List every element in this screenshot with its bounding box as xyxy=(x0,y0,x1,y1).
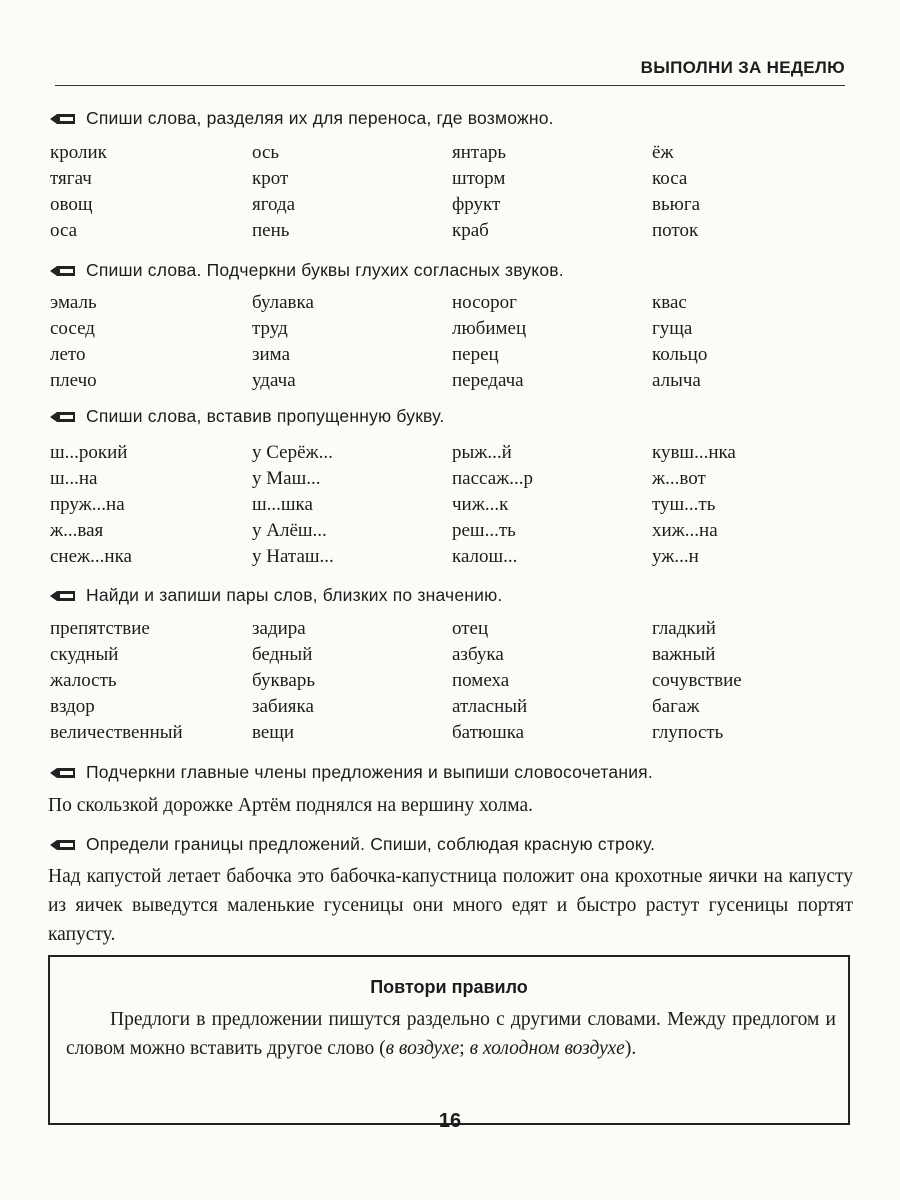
word: ягода xyxy=(252,194,296,215)
word: перец xyxy=(452,344,499,365)
word: ёж xyxy=(652,142,674,163)
task-4-instruction xyxy=(48,585,848,606)
word: атласный xyxy=(452,696,528,717)
task-1-instruction xyxy=(48,108,848,129)
word: лето xyxy=(50,344,86,365)
word: ш...на xyxy=(50,468,98,489)
rule-main-text: Предлоги в предложении пишутся раздельно с другими словами. Между предлогом и словом можно вставить другое слово ( xyxy=(66,1009,836,1059)
word: помеха xyxy=(452,670,510,691)
rule-separator: ; xyxy=(459,1038,470,1059)
word: задира xyxy=(252,618,306,639)
word: пень xyxy=(252,220,290,241)
task-5-sentence: По скользкой дорожке Артём поднялся на вершину холма. xyxy=(48,795,533,816)
word: калош... xyxy=(452,546,518,567)
word: алыча xyxy=(652,370,701,391)
pencil-icon xyxy=(48,838,78,852)
word: сосед xyxy=(50,318,95,339)
task-2-instruction xyxy=(48,260,848,281)
word: поток xyxy=(652,220,699,241)
word: туш...ть xyxy=(652,494,716,515)
task-4-word-grid xyxy=(50,616,850,746)
word: вьюга xyxy=(652,194,701,215)
task-6-text-block: Над капустой летает бабочка это бабочка-капустница положит она крохотные яички на капусту из яичек выведутся маленькие гусеницы они много едят и быстро растут гусеницы портят капусту. xyxy=(48,866,853,945)
page-number: 16 xyxy=(438,1110,462,1132)
word: удача xyxy=(252,370,296,391)
word: глупость xyxy=(652,722,724,743)
pencil-icon xyxy=(48,264,78,278)
task-1-word-grid xyxy=(50,140,850,244)
task-6-text: Определи границы предложений. Спиши, соблюдая красную строку. xyxy=(86,834,656,854)
word: эмаль xyxy=(50,292,97,313)
word: забияка xyxy=(252,696,314,717)
word: труд xyxy=(252,318,288,339)
rule-title: Повтори правило xyxy=(370,977,528,997)
word: зима xyxy=(252,344,290,365)
word: препятствие xyxy=(50,618,150,639)
word: кувш...нка xyxy=(652,442,736,463)
word: у Серёж... xyxy=(252,442,333,463)
word: овощ xyxy=(50,194,93,215)
word: пруж...на xyxy=(50,494,125,515)
word: скудный xyxy=(50,644,119,665)
word: краб xyxy=(452,220,489,241)
word: гуща xyxy=(652,318,693,339)
pencil-icon xyxy=(48,766,78,780)
pencil-icon xyxy=(48,589,78,603)
word: ш...шка xyxy=(252,494,313,515)
pencil-icon xyxy=(48,112,78,126)
word: сочувствие xyxy=(652,670,742,691)
word: оса xyxy=(50,220,78,241)
word: пассаж...р xyxy=(452,468,534,489)
word: бедный xyxy=(252,644,313,665)
word: ось xyxy=(252,142,280,163)
task-3-word-grid xyxy=(50,440,850,570)
word: ж...вот xyxy=(652,468,706,489)
word: хиж...на xyxy=(652,520,718,541)
word: батюшка xyxy=(452,722,525,743)
rule-example-1: в воздухе xyxy=(385,1038,460,1059)
word: тягач xyxy=(50,168,92,189)
word: носорог xyxy=(452,292,517,313)
word: шторм xyxy=(452,168,506,189)
word: гладкий xyxy=(652,618,716,639)
word: отец xyxy=(452,618,489,639)
word: любимец xyxy=(452,318,527,339)
task-5-instruction xyxy=(48,762,848,783)
task-4-text: Найди и запиши пары слов, близких по значению. xyxy=(86,585,503,605)
word: чиж...к xyxy=(452,494,509,515)
word: рыж...й xyxy=(452,442,512,463)
word: квас xyxy=(652,292,687,313)
word: азбука xyxy=(452,644,504,665)
word: крот xyxy=(252,168,289,189)
word: у Маш... xyxy=(252,468,321,489)
word: уж...н xyxy=(652,546,699,567)
word: реш...ть xyxy=(452,520,516,541)
word: багаж xyxy=(652,696,700,717)
rule-box xyxy=(48,955,850,1125)
word: жалость xyxy=(50,670,117,691)
word: янтарь xyxy=(452,142,507,163)
word: величественный xyxy=(50,722,183,743)
task-2-text: Спиши слова. Подчеркни буквы глухих согласных звуков. xyxy=(86,260,564,280)
rule-end-text: ). xyxy=(624,1038,637,1059)
word: у Алёш... xyxy=(252,520,327,541)
word: вещи xyxy=(252,722,295,743)
word: букварь xyxy=(252,670,315,691)
word: снеж...нка xyxy=(50,546,132,567)
task-3-text: Спиши слова, вставив пропущенную букву. xyxy=(86,406,445,426)
pencil-icon xyxy=(48,410,78,424)
word: кролик xyxy=(50,142,107,163)
rule-example-2: в холодном воздухе xyxy=(469,1038,625,1059)
page-header-title: ВЫПОЛНИ ЗА НЕДЕЛЮ xyxy=(640,58,845,77)
task-5-text: Подчеркни главные члены предложения и выпиши словосочетания. xyxy=(86,762,653,782)
word: у Наташ... xyxy=(252,546,334,567)
word: передача xyxy=(452,370,524,391)
word: фрукт xyxy=(452,194,501,215)
word: булавка xyxy=(252,292,314,313)
word: важный xyxy=(652,644,716,665)
task-3-instruction xyxy=(48,406,848,427)
word: ш...рокий xyxy=(50,442,128,463)
word: ж...вая xyxy=(50,520,104,541)
task-2-word-grid xyxy=(50,290,850,394)
word: кольцо xyxy=(652,344,708,365)
word: коса xyxy=(652,168,688,189)
word: плечо xyxy=(50,370,97,391)
rule-text xyxy=(66,1005,836,1063)
task-6-instruction xyxy=(48,834,848,855)
word: вздор xyxy=(50,696,95,717)
task-1-text: Спиши слова, разделяя их для переноса, где возможно. xyxy=(86,108,554,128)
header-divider xyxy=(55,85,845,86)
